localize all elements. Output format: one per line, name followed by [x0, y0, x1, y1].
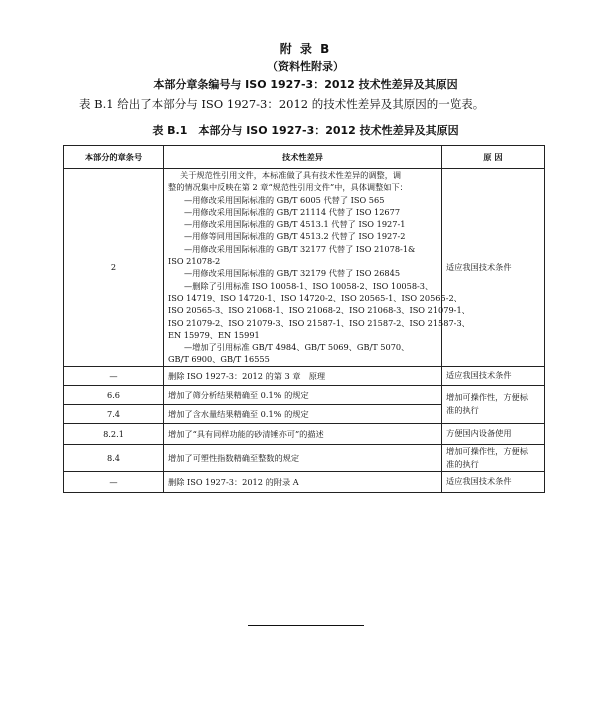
- table-caption: 表 B.1 本部分与 ISO 1927-3：2012 技术性差异及其原因: [152, 124, 459, 137]
- reason-cell: 适应我国技术条件: [442, 366, 545, 385]
- difference-cell: 增加了含水量结果精确至 0.1% 的规定: [164, 404, 442, 423]
- difference-cell: 增加了“具有同样功能的砂清锤亦可”的描述: [164, 423, 442, 444]
- reason-line: 准的执行: [446, 405, 479, 416]
- clause-cell: —: [64, 366, 164, 385]
- clause-cell: 8.4: [64, 444, 164, 471]
- difference-cell: 删除 ISO 1927-3：2012 的附录 A: [164, 472, 442, 493]
- difference-line: 整的情况集中反映在第 2 章“规范性引用文件”中，具体调整如下：: [168, 182, 408, 193]
- difference-line: 关于规范性引用文件，本标准做了具有技术性差异的调整，调: [180, 170, 402, 180]
- difference-line: —删除了引用标准 ISO 10058-1、ISO 10058-2、ISO 10058-3、: [184, 280, 434, 291]
- table-row: [64, 444, 545, 471]
- difference-line: —增加了引用标准 GB/T 4984、GB/T 5069、GB/T 5070、: [184, 342, 410, 353]
- reason-line: 增加可操作性，方便标: [446, 392, 528, 403]
- table-row: [64, 472, 545, 493]
- reason-cell: 适应我国技术条件: [442, 169, 545, 367]
- clause-cell: 2: [64, 169, 164, 367]
- difference-cell: 删除 ISO 1927-3：2012 的第 3 章 原理: [164, 366, 442, 385]
- table-row: [64, 169, 545, 367]
- differences-table: [63, 145, 545, 493]
- header-reason: 原 因: [442, 146, 545, 169]
- difference-line: ISO 14719、ISO 14720-1、ISO 14720-2、ISO 20565-1、ISO 20565-2、: [168, 292, 462, 303]
- difference-line: —用修改采用国际标准的 GB/T 21114 代替了 ISO 12677: [184, 206, 401, 217]
- reason-line: 增加可操作性，方便标: [446, 445, 528, 456]
- annex-heading: 本部分章条编号与 ISO 1927-3：2012 技术性差异及其原因: [153, 78, 458, 91]
- clause-cell: 8.2.1: [64, 423, 164, 444]
- difference-line: ISO 21078-2: [168, 256, 221, 267]
- table-row: [64, 423, 545, 444]
- difference-line: GB/T 6900、GB/T 16555: [168, 354, 270, 365]
- difference-line: ISO 20565-3、ISO 21068-1、ISO 21068-2、ISO 21068-3、ISO 21079-1、: [168, 305, 470, 316]
- difference-line: —用修改采用国际标准的 GB/T 32179 代替了 ISO 26845: [184, 268, 401, 279]
- difference-line: —用修改采用国际标准的 GB/T 6005 代替了 ISO 565: [184, 194, 385, 205]
- reason-line: 准的执行: [446, 458, 479, 469]
- table-header-row: [64, 146, 545, 169]
- difference-cell: [164, 169, 470, 367]
- difference-line: —用修改采用国际标准的 GB/T 4513.1 代替了 ISO 1927-1: [184, 219, 406, 230]
- header-clause: 本部分的章条号: [64, 146, 164, 169]
- difference-cell: 增加了可塑性指数精确至整数的规定: [164, 444, 442, 471]
- difference-line: EN 15979、EN 15991: [168, 329, 260, 340]
- annex-title: 附 录 B: [279, 42, 332, 56]
- clause-cell: —: [64, 472, 164, 493]
- table-row: [64, 385, 545, 404]
- clause-cell: 7.4: [64, 404, 164, 423]
- table-row: [64, 366, 545, 385]
- reason-cell: [442, 385, 545, 423]
- difference-line: —用修改采用国际标准的 GB/T 32177 代替了 ISO 21078-1&: [184, 243, 416, 254]
- difference-cell: 增加了筛分析结果精确至 0.1% 的规定: [164, 385, 442, 404]
- reason-cell: 方便国内设备使用: [442, 423, 545, 444]
- annex-subtitle: （资料性附录）: [267, 60, 344, 73]
- reason-cell: 适应我国技术条件: [442, 472, 545, 493]
- header-difference: 技术性差异: [164, 146, 442, 169]
- clause-cell: 6.6: [64, 385, 164, 404]
- difference-line: ISO 21079-2、ISO 21079-3、ISO 21587-1、ISO 21587-2、ISO 21587-3、: [168, 317, 470, 328]
- reason-cell: [442, 444, 545, 471]
- end-rule-divider: [248, 625, 364, 626]
- intro-paragraph: 表 B.1 给出了本部分与 ISO 1927-3：2012 的技术性差异及其原因的一览表。: [79, 97, 485, 111]
- difference-line: —用修等同用国际标准的 GB/T 4513.2 代替了 ISO 1927-2: [184, 231, 406, 242]
